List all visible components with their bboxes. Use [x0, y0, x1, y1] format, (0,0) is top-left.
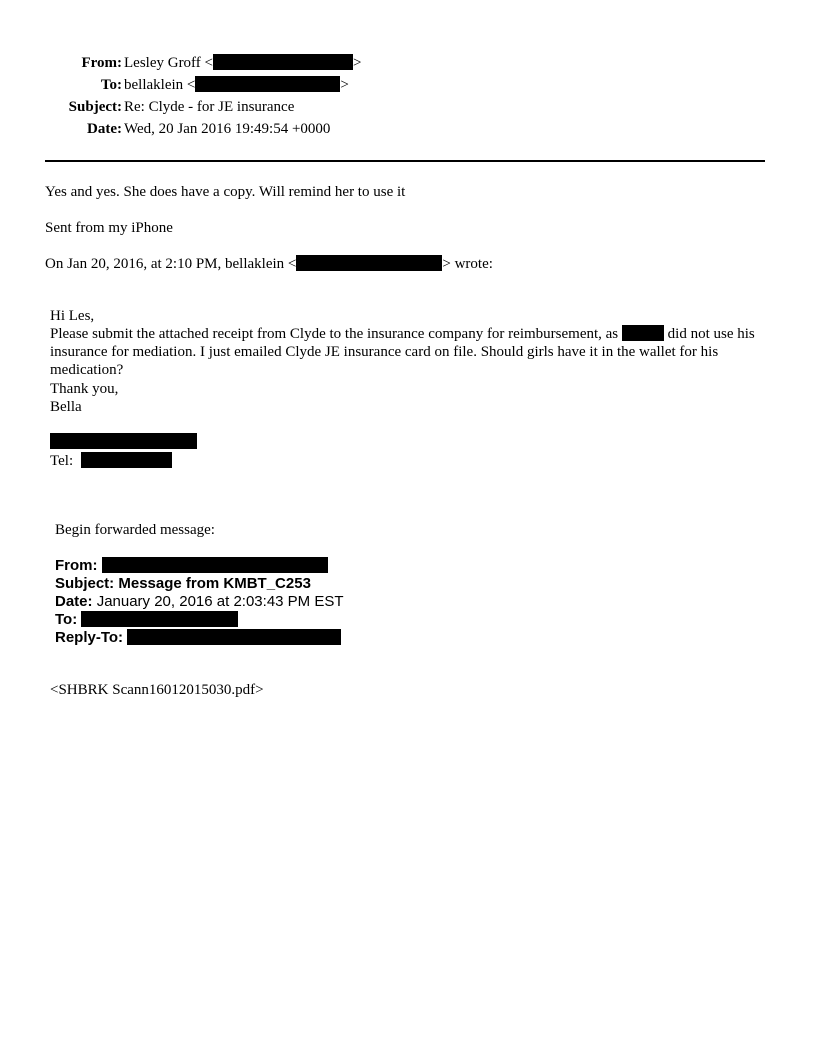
reply-signature: Sent from my iPhone: [45, 220, 173, 236]
header-to-row: [0, 76, 816, 94]
forward-subject-value: Message from KMBT_C253: [118, 575, 311, 592]
forward-date-value: January 20, 2016 at 2:03:43 PM EST: [96, 593, 344, 610]
redaction-block: [81, 611, 238, 627]
quote-attribution: [45, 255, 493, 273]
quoted-name: Bella: [50, 399, 82, 415]
redaction-block: [81, 452, 172, 468]
forward-replyto-label: Reply-To:: [55, 629, 124, 646]
header-divider: [45, 160, 765, 162]
header-to-label: To:: [100, 77, 122, 93]
forward-subject-row: [55, 575, 311, 593]
header-subject-row: [0, 98, 816, 116]
header-date-label: Date:: [87, 121, 122, 137]
forward-date-row: [55, 593, 344, 611]
attachment-placeholder: <SHBRK Scann16012015030.pdf>: [50, 682, 264, 698]
header-from-label: From:: [81, 55, 122, 71]
redaction-block: [296, 255, 442, 271]
redaction-block: [213, 54, 353, 70]
reply-line: Yes and yes. She does have a copy. Will remind her to use it: [45, 184, 406, 200]
forward-to-row: [55, 611, 238, 629]
quoted-body: [50, 325, 770, 379]
quoted-tel: [50, 452, 172, 470]
forward-to-label: To:: [55, 611, 78, 628]
forward-replyto-row: [55, 629, 341, 647]
quote-suffix: > wrote:: [442, 256, 493, 272]
forward-from-label: From:: [55, 557, 98, 574]
quoted-body-part2: did not use his insurance for mediation. I just emailed Clyde JE insurance card on file. Should girls have it in the wallet for his medication?: [50, 326, 755, 378]
redaction-block: [102, 557, 328, 573]
header-subject-label: Subject:: [68, 99, 122, 115]
header-to-value: bellaklein <: [124, 77, 196, 93]
forward-from-row: [55, 557, 328, 575]
quoted-sig-redacted: [50, 433, 197, 451]
quoted-body-part1: Please submit the attached receipt from Clyde to the insurance company for reimbursement, as: [50, 326, 619, 342]
quote-prefix: On Jan 20, 2016, at 2:10 PM, bellaklein <: [45, 256, 297, 272]
header-from-close: >: [353, 55, 362, 71]
redaction-block: [127, 629, 341, 645]
header-from-row: [0, 54, 816, 72]
header-date-value: Wed, 20 Jan 2016 19:49:54 +0000: [124, 121, 331, 137]
redaction-block: [195, 76, 340, 92]
forward-date-label: Date:: [55, 593, 93, 610]
header-from-value: Lesley Groff <: [124, 55, 213, 71]
quoted-tel-label: Tel:: [50, 453, 74, 469]
header-subject-value: Re: Clyde - for JE insurance: [124, 99, 295, 115]
header-date-row: [0, 120, 816, 138]
header-to-close: >: [340, 77, 349, 93]
redaction-block: [50, 433, 197, 449]
forward-intro: Begin forwarded message:: [55, 522, 215, 538]
quoted-greeting: Hi Les,: [50, 308, 95, 324]
forward-subject-label: Subject:: [55, 575, 115, 592]
quoted-thanks: Thank you,: [50, 381, 119, 397]
redaction-block: [622, 325, 664, 341]
